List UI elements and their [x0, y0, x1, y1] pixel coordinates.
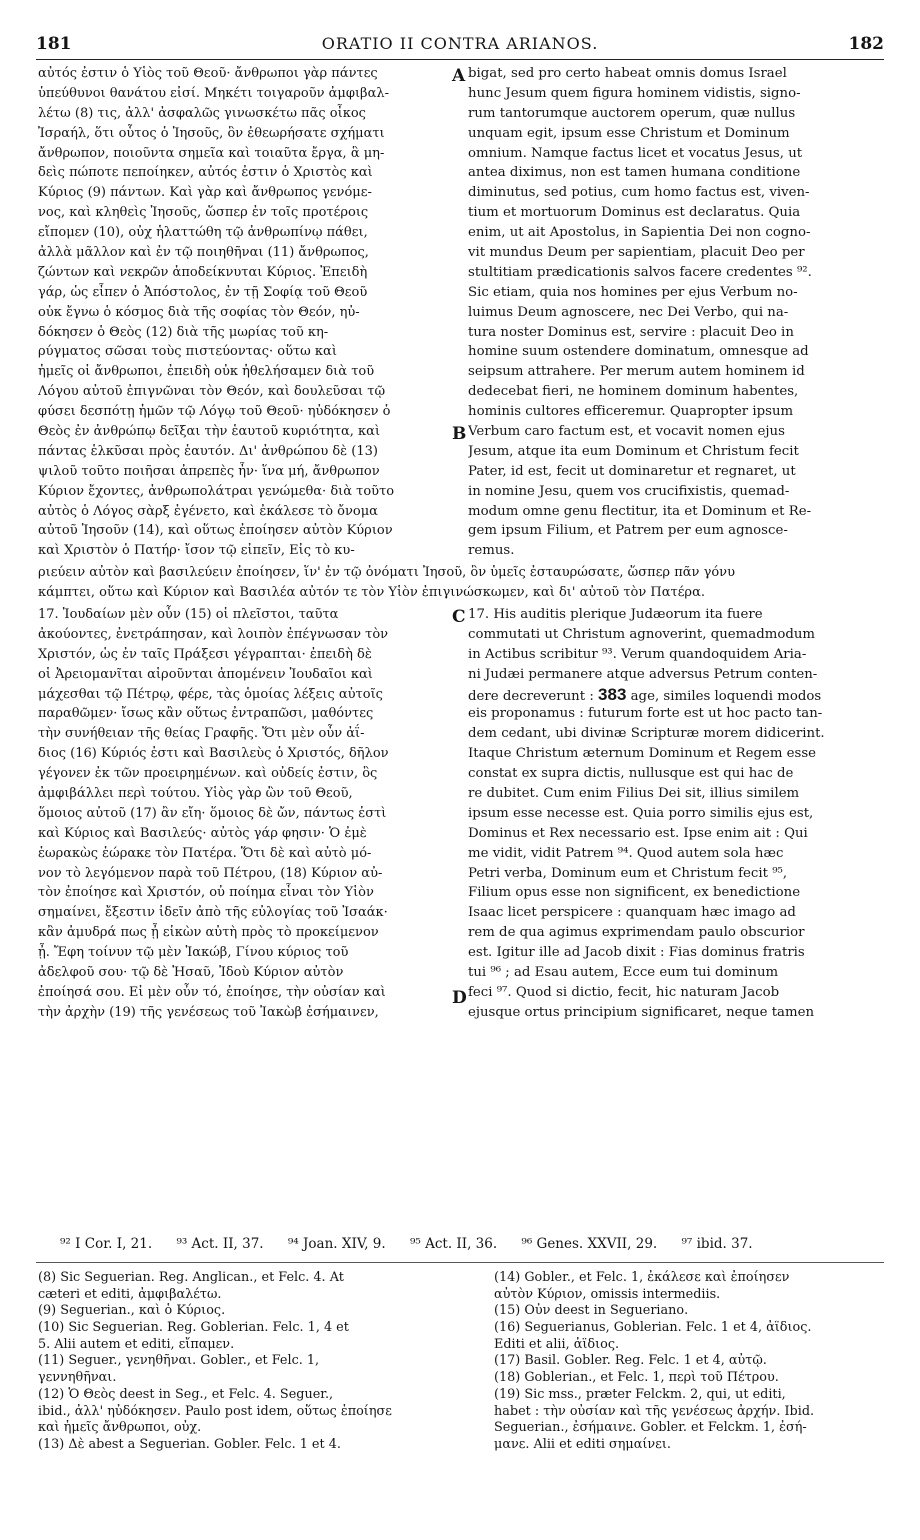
text-line: rem de qua agimus exprimendam paulo obscurior [468, 925, 805, 941]
text-line: γεννηθῆναι. [38, 1370, 117, 1386]
text-line: unquam egit, ipsum esse Christum et Dominum [468, 125, 790, 141]
scripture-references [60, 1236, 890, 1252]
text-line: commutati ut Christum agnoverint, quemadmodum [468, 626, 816, 642]
greek-full-width-text [38, 563, 888, 603]
text-line: tium et mortuorum Dominus est declaratus. Quia [468, 205, 801, 221]
margin-mark-a: A [452, 66, 466, 86]
page-number-right: 182 [848, 34, 884, 54]
reference: ⁹⁶ Genes. XXVII, 29. [521, 1236, 658, 1252]
text-line: Κύριος (9) πάντων. Καὶ γὰρ καὶ ἄνθρωπος γενόμε- [38, 185, 372, 201]
text-line: ipsum esse necesse est. Quia porro similis ejus est, [468, 805, 814, 821]
text-line: φύσει δεσπότῃ ἡμῶν τῷ Λόγῳ τοῦ Θεοῦ· ηὐδόκησεν ὁ [38, 404, 391, 420]
text-line: dem cedant, ubi divinæ Scripturæ morem didicerint. [468, 726, 825, 742]
page-number-left: 181 [36, 34, 72, 54]
text-line: Itaque Christum æternum Dominum et Regem esse [468, 746, 817, 762]
text-line: καὶ ἡμεῖς ἄνθρωποι, οὐχ. [38, 1420, 202, 1436]
text-line: αὐτὸς ὁ Λόγος σὰρξ ἐγένετο, καὶ ἐκάλεσε τὸ ὄνομα [38, 503, 378, 519]
footnotes-left [38, 1270, 458, 1454]
reference: ⁹³ Act. II, 37. [176, 1236, 264, 1252]
greek-column-top [38, 64, 458, 561]
text-line: stultitiam prædicationis salvos facere credentes ⁹². [468, 264, 812, 280]
text-line: (13) Δὲ abest a Seguerian. Gobler. Felc. 1 et 4. [38, 1436, 341, 1452]
reference: ⁹⁷ ibid. 37. [681, 1236, 753, 1252]
text-line: πάντας ἑλκῦσαι πρὸς ἑαυτόν. Δι' ἀνθρώπου δὲ (13) [38, 443, 378, 459]
text-line: ἄνθρωπον, ποιοῦντα σημεῖα καὶ τοιαῦτα ἔργα, ἃ μη- [38, 145, 385, 161]
text-line: σημαίνει, ἔξεστιν ἰδεῖν ἀπὸ τῆς εὐλογίας τοῦ Ἰσαάκ· [38, 905, 388, 921]
text-line: Jesum, atque ita eum Dominum et Christum fecit [468, 443, 799, 459]
text-line: Editi et alii, ἀΐδιος. [494, 1336, 620, 1352]
text-line: ἑωρακὼς ἑώρακε τὸν Πατέρα. Ὅτι δὲ καὶ αὐτὸ μό- [38, 845, 372, 861]
text-line: (15) Οὖν deest in Seguerianо. [494, 1303, 689, 1319]
text-line: ni Judæi permanere atque adversus Petrum conten- [468, 666, 818, 682]
text-line: est. Igitur ille ad Jacob dixit : Fias dominus fratris [468, 945, 805, 961]
margin-mark-c: C [452, 607, 466, 627]
text-line: homine suum ostendere dominatum, omnesque ad [468, 344, 809, 360]
text-line: enim, ut ait Apostolus, in Sapientia Dei non cogno- [468, 225, 811, 241]
text-line: Ἰσραήλ, ὅτι οὗτος ὁ Ἰησοῦς, ὃν ἐθεωρήσατε σχήματι [38, 125, 385, 141]
text-line: ibid., ἀλλ' ηὐδόκησεν. Paulo post idem, οὕτως ἐποίησε [38, 1403, 392, 1419]
text-line: habet : τὴν οὐσίαν καὶ τῆς γενέσεως ἀρχήν. Ibid. [494, 1403, 815, 1419]
text-line: re dubitet. Cum enim Filius Dei sit, illius similem [468, 786, 800, 802]
text-line: Petri verba, Dominum eum et Christum fecit ⁹⁵, [468, 865, 788, 881]
text-line: γάρ, ὡς εἶπεν ὁ Ἀπόστολος, ἐν τῇ Σοφίᾳ τοῦ Θεοῦ [38, 284, 368, 300]
footnotes-right [494, 1270, 890, 1454]
text-line: ἀδελφοῦ σου· τῷ δὲ Ἠσαῦ, Ἰδοὺ Κύριον αὐτὸν [38, 965, 344, 981]
text-line: παραθῶμεν· ἴσως κἂν οὕτως ἐντραπῶσι, μαθόντες [38, 706, 374, 722]
text-line: (10) Sic Seguerian. Reg. Goblerian. Felc. 1, 4 et [38, 1320, 349, 1336]
text-line: γέγονεν ἐκ τῶν προειρημένων. καὶ οὐδείς ἐστιν, ὃς [38, 766, 378, 782]
running-header [36, 34, 884, 58]
text-line: εἴπομεν (10), οὐχ ἡλαττώθη τῷ ἀνθρωπίνῳ πάθει, [38, 225, 368, 241]
text-line: hunc Jesum quem figura hominem vidistis, signo- [468, 85, 801, 101]
text-line: Λόγου αὐτοῦ ἐπιγνῶναι τὸν Θεόν, καὶ δουλεῦσαι τῷ [38, 384, 386, 400]
text-line: hominis cultores efficeremur. Quapropter ipsum [468, 404, 794, 420]
text-line: ejusque ortus principium significaret, neque tamen [468, 1004, 815, 1020]
text-line: bigat, sed pro certo habeat omnis domus Israel [468, 66, 787, 81]
text-line: ἀλλὰ μᾶλλον καὶ ἐν τῷ ποιηθῆναι (11) ἄνθρωπος, [38, 245, 369, 261]
column-number: 383 [598, 684, 627, 704]
text-line: ἀμφιβάλλει περὶ τούτου. Υἱὸς γὰρ ὢν τοῦ Θεοῦ, [38, 786, 353, 802]
text-line: οἱ Ἀρειομανῖται αἱροῦνται ἀπομένειν Ἰουδαῖοι καὶ [38, 666, 373, 682]
text-line: seipsum attrahere. Per merum autem hominem id [468, 364, 805, 380]
text-line: tui ⁹⁶ ; ad Esau autem, Ecce eum tui dominum [468, 965, 779, 981]
text-line: gem ipsum Filium, et Patrem per eum agnosce- [468, 523, 788, 539]
text-line-with-column-number [468, 685, 888, 705]
text-line: ριεύειν αὐτὸν καὶ βασιλεύειν ἐποίησεν, ἵν' ἐν τῷ ὀνόματι Ἰησοῦ, ὃν ὑμεῖς ἐσταυρώσατε, ὥσπερ πᾶν γόνυ [38, 565, 735, 580]
latin-column-bottom [468, 605, 888, 1023]
text-line: κάμπτει, οὕτω καὶ Κύριον καὶ Βασιλέα αὐτόν τε τὸν Υἱὸν ἐπιγινώσκωμεν, καὶ δι' αὐτοῦ τὸν Πατέρα. [38, 584, 705, 600]
text-line: luimus Deum agnoscere, nec Dei Verbo, qui na- [468, 304, 789, 320]
text-line: δόκησεν ὁ Θεὸς (12) διὰ τῆς μωρίας τοῦ κη- [38, 324, 329, 340]
text-fragment: age, similes loquendi modos [626, 688, 822, 704]
text-line: κἂν ἀμυδρά πως ᾖ εἰκὼν αὐτὴ πρὸς τὸ προκείμενον [38, 925, 379, 941]
text-line: τὴν ἀρχὴν (19) τῆς γενέσεως τοῦ Ἰακὼβ ἐσήμαινεν, [38, 1004, 379, 1020]
text-line: eis proponamus : futurum forte est ut hoc pacto tan- [468, 706, 823, 722]
text-line: remus. [468, 543, 515, 559]
text-line: μάχεσθαι τῷ Πέτρῳ, φέρε, τὰς ὁμοίας λέξεις αὐτοῖς [38, 686, 383, 702]
text-line: tura noster Dominus est, servire : placuit Deo in [468, 324, 794, 340]
text-line: μανε. Alii et editi σημαίνει. [494, 1436, 671, 1452]
text-line: 17. His auditis plerique Judæorum ita fuere [468, 607, 763, 622]
text-line: ἡμεῖς οἱ ἄνθρωποι, ἐπειδὴ οὐκ ἠθελήσαμεν διὰ τοῦ [38, 364, 375, 380]
text-line: Dominus et Rex necessario est. Ipse enim ait : Qui [468, 825, 808, 841]
text-line: modum omne genu flectitur, ita et Dominum et Re- [468, 503, 812, 519]
text-line: Sic etiam, quia nos homines per ejus Verbum no- [468, 284, 798, 300]
margin-mark-b: B [452, 424, 467, 444]
text-line: αὐτός ἐστιν ὁ Υἱὸς τοῦ Θεοῦ· ἄνθρωποι γὰρ πάντες [38, 66, 378, 81]
text-line: Pater, id est, fecit ut dominaretur et regnaret, ut [468, 463, 796, 479]
text-line: Verbum caro factum est, et vocavit nomen ejus [468, 424, 785, 440]
footnote-rule [36, 1262, 884, 1263]
text-line: (18) Goblerian., et Felc. 1, περὶ τοῦ Πέτρου. [494, 1370, 779, 1386]
text-line: (17) Basil. Gobler. Reg. Felc. 1 et 4, αὐτῷ. [494, 1353, 767, 1369]
reference: ⁹⁵ Act. II, 36. [409, 1236, 498, 1252]
text-line: 5. Alii autem et editi, εἴπαμεν. [38, 1336, 235, 1352]
running-title: ORATIO II CONTRA ARIANOS. [321, 34, 599, 53]
text-line: in nomine Jesu, quem vos crucifixistis, quemad- [468, 483, 790, 499]
text-line: Χριστόν, ὡς ἐν ταῖς Πράξεσι γέγραπται· ἐπειδὴ δὲ [38, 646, 372, 662]
header-rule [36, 59, 884, 60]
text-line: τὴν συνήθειαν τῆς θείας Γραφῆς. Ὅτι μὲν οὖν ἀΐ- [38, 726, 365, 742]
text-line: (8) Sic Seguerian. Reg. Anglican., et Felc. 4. At [38, 1270, 344, 1285]
text-line: constat ex supra dictis, nullusque est qui hac de [468, 766, 794, 782]
reference: ⁹² I Cor. I, 21. [60, 1236, 153, 1252]
text-line: me vidit, vidit Patrem ⁹⁴. Quod autem sola hæc [468, 845, 784, 861]
text-line: in Actibus scribitur ⁹³. Verum quandoquidem Aria- [468, 646, 807, 662]
text-line: καὶ Κύριος καὶ Βασιλεύς· αὐτὸς γάρ φησιν· Ὁ ἐμὲ [38, 825, 367, 841]
text-line: antea diximus, non est tamen humana conditione [468, 165, 801, 181]
text-line: ζώντων καὶ νεκρῶν ἀποδείκνυται Κύριος. Ἐπειδὴ [38, 264, 368, 280]
greek-column-bottom [38, 605, 458, 1023]
text-line: νον τὸ λεγόμενον παρὰ τοῦ Πέτρου, (18) Κύριον αὐ- [38, 865, 383, 881]
text-line: rum tantorumque auctorem operum, quæ nullus [468, 105, 796, 121]
text-line: omnium. Namque factus licet et vocatus Jesus, ut [468, 145, 803, 161]
text-line: οὐκ ἔγνω ὁ κόσμος διὰ τῆς σοφίας τὸν Θεόν, ηὐ- [38, 304, 360, 320]
text-line: Seguerian., ἐσήμαινε. Gobler. et Felckm. 1, ἐσή- [494, 1420, 807, 1436]
text-line: αὐτοῦ Ἰησοῦν (14), καὶ οὕτως ἐποίησεν αὐτὸν Κύριον [38, 523, 393, 539]
text-line: diminutus, sed potius, cum homo factus est, viven- [468, 185, 810, 201]
text-line: Κύριον ἔχοντες, ἀνθρωπολάτραι γενώμεθα· διὰ τοῦτο [38, 483, 395, 499]
text-line: (9) Seguerian., καὶ ὁ Κύριος. [38, 1303, 226, 1319]
text-line: cæteri et editi, ἀμφιβαλέτω. [38, 1286, 222, 1302]
text-line: διος (16) Κύριός ἐστι καὶ Βασιλεὺς ὁ Χριστός, δῆλον [38, 746, 389, 762]
text-line: τὸν ἐποίησε καὶ Χριστόν, οὐ ποίημα εἶναι τὸν Υἱὸν [38, 885, 374, 901]
text-line: Θεὸς ἐν ἀνθρώπῳ δεῖξαι τὴν ἑαυτοῦ κυριότητα, καὶ [38, 424, 381, 440]
text-line: αὐτὸν Κύριον, omissis intermediis. [494, 1286, 721, 1302]
text-line: καὶ Χριστὸν ὁ Πατήρ· ἴσον τῷ εἰπεῖν, Εἰς τὸ κυ- [38, 543, 355, 559]
text-line: λέτω (8) τις, ἀλλ' ἀσφαλῶς γινωσκέτω πᾶς οἶκος [38, 105, 366, 121]
text-line: δεὶς πώποτε πεποίηκεν, αὐτός ἐστιν ὁ Χριστὸς καὶ [38, 165, 373, 181]
text-line: Isaac licet perspicere : quanquam hæc imago ad [468, 905, 796, 921]
reference: ⁹⁴ Joan. XIV, 9. [287, 1236, 386, 1252]
text-line: ὑπεύθυνοι θανάτου εἰσί. Μηκέτι τοιγαροῦν ἀμφιβαλ- [38, 85, 389, 101]
text-line: (12) Ὁ Θεὸς deest in Seg., et Felc. 4. Seguer., [38, 1386, 334, 1402]
text-line: ἐποίησά σου. Εἰ μὲν οὖν τό, ἐποίησε, τὴν οὐσίαν καὶ [38, 984, 386, 1000]
text-line: ὅμοιος αὐτοῦ (17) ἂν εἴη· ὅμοιος δὲ ὤν, πάντως ἐστὶ [38, 805, 387, 821]
text-line: feci ⁹⁷. Quod si dictio, fecit, hic naturam Jacob [468, 984, 780, 1000]
text-line: (14) Gobler., et Felc. 1, ἐκάλεσε καὶ ἐποίησεν [494, 1270, 790, 1285]
text-line: ψιλοῦ τοῦτο ποιῆσαι ἀπρεπὲς ἦν· ἵνα μή, ἄνθρωπον [38, 463, 380, 479]
margin-mark-d: D [452, 988, 467, 1008]
text-line: 17. Ἰουδαίων μὲν οὖν (15) οἱ πλεῖστοι, ταῦτα [38, 607, 339, 622]
text-line: Filium opus esse non significent, ex benedictione [468, 885, 801, 901]
text-line: ᾖ. Ἔφη τοίνυν τῷ μὲν Ἰακώβ, Γίνου κύριος τοῦ [38, 945, 349, 961]
text-line: (16) Seguerianus, Goblerian. Felc. 1 et 4, ἀΐδιος. [494, 1320, 812, 1336]
text-fragment: dere decreverunt : [468, 688, 599, 704]
text-line: (11) Seguer., γενηθῆναι. Gobler., et Felc. 1, [38, 1353, 320, 1369]
text-line: ἀκούοντες, ἐνετράπησαν, καὶ λοιπὸν ἐπέγνωσαν τὸν [38, 626, 389, 642]
text-line: vit mundus Deum per sapientiam, placuit Deo per [468, 245, 805, 261]
text-line: (19) Sic mss., præter Felckm. 2, qui, ut editi, [494, 1386, 786, 1402]
text-line: νος, καὶ κληθεὶς Ἰησοῦς, ὥσπερ ἐν τοῖς προτέροις [38, 205, 369, 221]
latin-column-top [468, 64, 888, 561]
text-line: dedecebat fieri, ne hominem dominum habentes, [468, 384, 799, 400]
text-line: ρύγματος σῶσαι τοὺς πιστεύοντας· οὕτω καὶ [38, 344, 337, 360]
